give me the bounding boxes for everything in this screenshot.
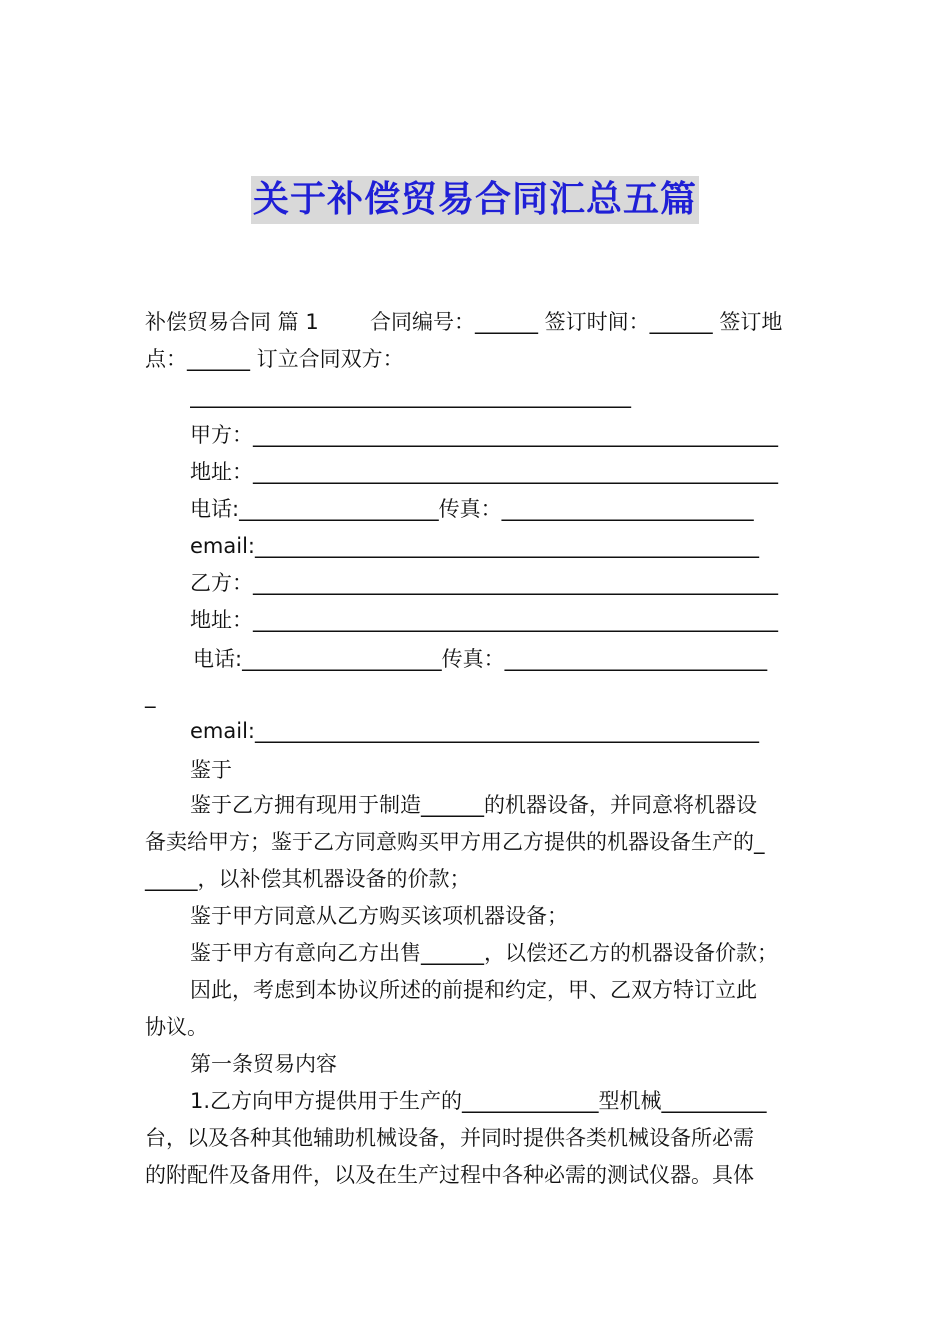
paragraph-line: 因此，考虑到本协议所述的前提和约定，甲、乙双方特订立此: [190, 978, 757, 1002]
document-title: [0, 176, 950, 224]
contract-meta: 合同编号：______ 签订时间：______ 签订地: [370, 310, 783, 334]
party-a-field: 甲方：__________________________________________________: [190, 423, 778, 447]
text-line: _: [145, 684, 156, 708]
paragraph-line: 鉴于甲方有意向乙方出售______，以偿还乙方的机器设备价款；: [190, 941, 778, 965]
party-b-address-field: 地址：__________________________________________________: [190, 608, 778, 632]
blank-line: __________________________________________: [190, 384, 631, 408]
paragraph-line: 1.乙方向甲方提供用于生产的_____________型机械__________: [190, 1089, 767, 1113]
paragraph-line: 台，以及各种其他辅助机械设备，并同时提供各类机械设备所必需: [145, 1126, 754, 1150]
title-text: 关于补偿贸易合同汇总五篇: [251, 176, 699, 224]
paragraph-line: 的附配件及备用件，以及在生产过程中各种必需的测试仪器。具体: [145, 1163, 754, 1187]
party-b-field: 乙方：__________________________________________________: [190, 571, 778, 595]
party-b-phone-fax-field: 电话:___________________传真：_________________________: [193, 647, 768, 671]
contract-heading: 补偿贸易合同 篇 1: [145, 310, 319, 334]
paragraph-line: 鉴于: [190, 758, 232, 782]
section-heading: 第一条贸易内容: [190, 1052, 337, 1076]
paragraph-line: 鉴于乙方拥有现用于制造______的机器设备，并同意将机器设: [190, 793, 757, 817]
paragraph-line: 协议。: [145, 1015, 208, 1039]
paragraph-line: _____，以补偿其机器设备的价款；: [145, 867, 471, 891]
party-a-address-field: 地址：__________________________________________________: [190, 460, 778, 484]
party-a-phone-fax-field: 电话:___________________传真：________________________: [190, 497, 754, 521]
paragraph-line: 备卖给甲方；鉴于乙方同意购买甲方用乙方提供的机器设备生产的_: [145, 830, 765, 854]
text-line: 点：______ 订立合同双方：: [145, 347, 404, 371]
paragraph-line: 鉴于甲方同意从乙方购买该项机器设备；: [190, 904, 568, 928]
party-a-email-field: email:________________________________________________: [190, 534, 759, 558]
party-b-email-field: email:________________________________________________: [190, 719, 759, 743]
